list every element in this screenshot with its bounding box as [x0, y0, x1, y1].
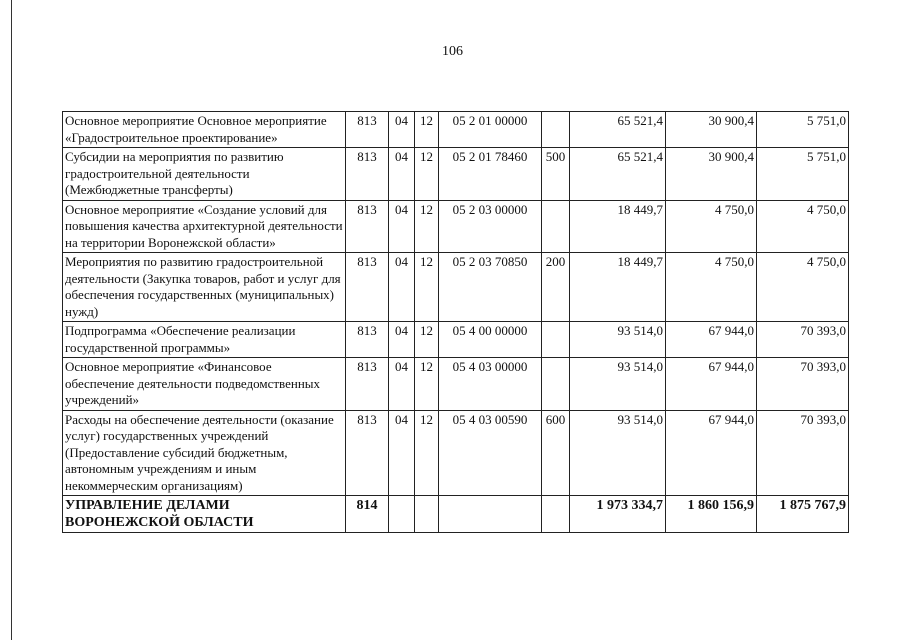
subsection-code-cell: 12	[415, 112, 439, 148]
target-article-cell: 05 4 03 00590	[439, 410, 542, 496]
subsection-code-cell: 12	[415, 358, 439, 411]
target-article-cell: 05 4 00 00000	[439, 322, 542, 358]
amount-year2-cell: 4 750,0	[666, 200, 757, 253]
target-article-cell	[439, 496, 542, 533]
table-row	[63, 112, 849, 148]
section-code-cell	[389, 496, 415, 533]
amount-year1-cell: 1 973 334,7	[570, 496, 666, 533]
amount-year1-cell: 93 514,0	[570, 322, 666, 358]
section-code-cell: 04	[389, 253, 415, 322]
amount-year3-cell: 4 750,0	[757, 200, 849, 253]
section-code-cell: 04	[389, 112, 415, 148]
amount-year2-cell: 30 900,4	[666, 148, 757, 201]
amount-year1-cell: 18 449,7	[570, 253, 666, 322]
table-body	[63, 112, 849, 533]
ministry-code-cell: 813	[346, 112, 389, 148]
subsection-code-cell: 12	[415, 148, 439, 201]
subsection-code-cell: 12	[415, 253, 439, 322]
amount-year1-cell: 65 521,4	[570, 148, 666, 201]
amount-year2-cell: 67 944,0	[666, 410, 757, 496]
target-article-cell: 05 2 03 00000	[439, 200, 542, 253]
expense-type-cell	[542, 496, 570, 533]
table-row	[63, 496, 849, 533]
ministry-code-cell: 813	[346, 253, 389, 322]
amount-year1-cell: 93 514,0	[570, 410, 666, 496]
page-number: 106	[442, 44, 463, 59]
item-name-cell: Основное мероприятие Основное мероприятие «Градостроительное проектирование»	[63, 112, 346, 148]
section-code-cell: 04	[389, 200, 415, 253]
subsection-code-cell: 12	[415, 200, 439, 253]
item-name-cell: Мероприятия по развитию градостроительной деятельности (Закупка товаров, работ и услуг для обеспечения государственных (муниципальных) нужд)	[63, 253, 346, 322]
expense-type-cell	[542, 112, 570, 148]
section-code-cell: 04	[389, 410, 415, 496]
item-name-cell: Субсидии на мероприятия по развитию градостроительной деятельности (Межбюджетные трансферты)	[63, 148, 346, 201]
ministry-code-cell: 813	[346, 410, 389, 496]
section-code-cell: 04	[389, 358, 415, 411]
item-name-cell: УПРАВЛЕНИЕ ДЕЛАМИ ВОРОНЕЖСКОЙ ОБЛАСТИ	[63, 496, 346, 533]
amount-year3-cell: 5 751,0	[757, 148, 849, 201]
table-row	[63, 253, 849, 322]
subsection-code-cell	[415, 496, 439, 533]
amount-year3-cell: 1 875 767,9	[757, 496, 849, 533]
subsection-code-cell: 12	[415, 410, 439, 496]
target-article-cell: 05 2 03 70850	[439, 253, 542, 322]
table-row	[63, 322, 849, 358]
item-name-cell: Расходы на обеспечение деятельности (оказание услуг) государственных учреждений (Предоставление субсидий бюджетным, автономным учреждениям и иным некоммерческим организациям)	[63, 410, 346, 496]
expense-type-cell	[542, 200, 570, 253]
expense-type-cell: 600	[542, 410, 570, 496]
amount-year2-cell: 1 860 156,9	[666, 496, 757, 533]
ministry-code-cell: 813	[346, 148, 389, 201]
ministry-code-cell: 813	[346, 200, 389, 253]
amount-year3-cell: 5 751,0	[757, 112, 849, 148]
amount-year3-cell: 70 393,0	[757, 322, 849, 358]
section-code-cell: 04	[389, 148, 415, 201]
expense-type-cell	[542, 358, 570, 411]
target-article-cell: 05 2 01 78460	[439, 148, 542, 201]
expense-type-cell: 500	[542, 148, 570, 201]
table-row	[63, 200, 849, 253]
amount-year2-cell: 4 750,0	[666, 253, 757, 322]
amount-year2-cell: 30 900,4	[666, 112, 757, 148]
expense-type-cell	[542, 322, 570, 358]
target-article-cell: 05 2 01 00000	[439, 112, 542, 148]
table-row	[63, 410, 849, 496]
item-name-cell: Основное мероприятие «Финансовое обеспечение деятельности подведомственных учреждений»	[63, 358, 346, 411]
amount-year3-cell: 70 393,0	[757, 410, 849, 496]
table-row	[63, 358, 849, 411]
amount-year3-cell: 70 393,0	[757, 358, 849, 411]
section-code-cell: 04	[389, 322, 415, 358]
amount-year2-cell: 67 944,0	[666, 322, 757, 358]
item-name-cell: Подпрограмма «Обеспечение реализации государственной программы»	[63, 322, 346, 358]
amount-year1-cell: 18 449,7	[570, 200, 666, 253]
ministry-code-cell: 813	[346, 358, 389, 411]
budget-table	[62, 111, 849, 533]
target-article-cell: 05 4 03 00000	[439, 358, 542, 411]
item-name-cell: Основное мероприятие «Создание условий для повышения качества архитектурной деятельности на территории Воронежской области»	[63, 200, 346, 253]
subsection-code-cell: 12	[415, 322, 439, 358]
amount-year1-cell: 93 514,0	[570, 358, 666, 411]
amount-year1-cell: 65 521,4	[570, 112, 666, 148]
page-edge-line	[11, 0, 12, 640]
ministry-code-cell: 814	[346, 496, 389, 533]
ministry-code-cell: 813	[346, 322, 389, 358]
table-row	[63, 148, 849, 201]
amount-year3-cell: 4 750,0	[757, 253, 849, 322]
expense-type-cell: 200	[542, 253, 570, 322]
amount-year2-cell: 67 944,0	[666, 358, 757, 411]
